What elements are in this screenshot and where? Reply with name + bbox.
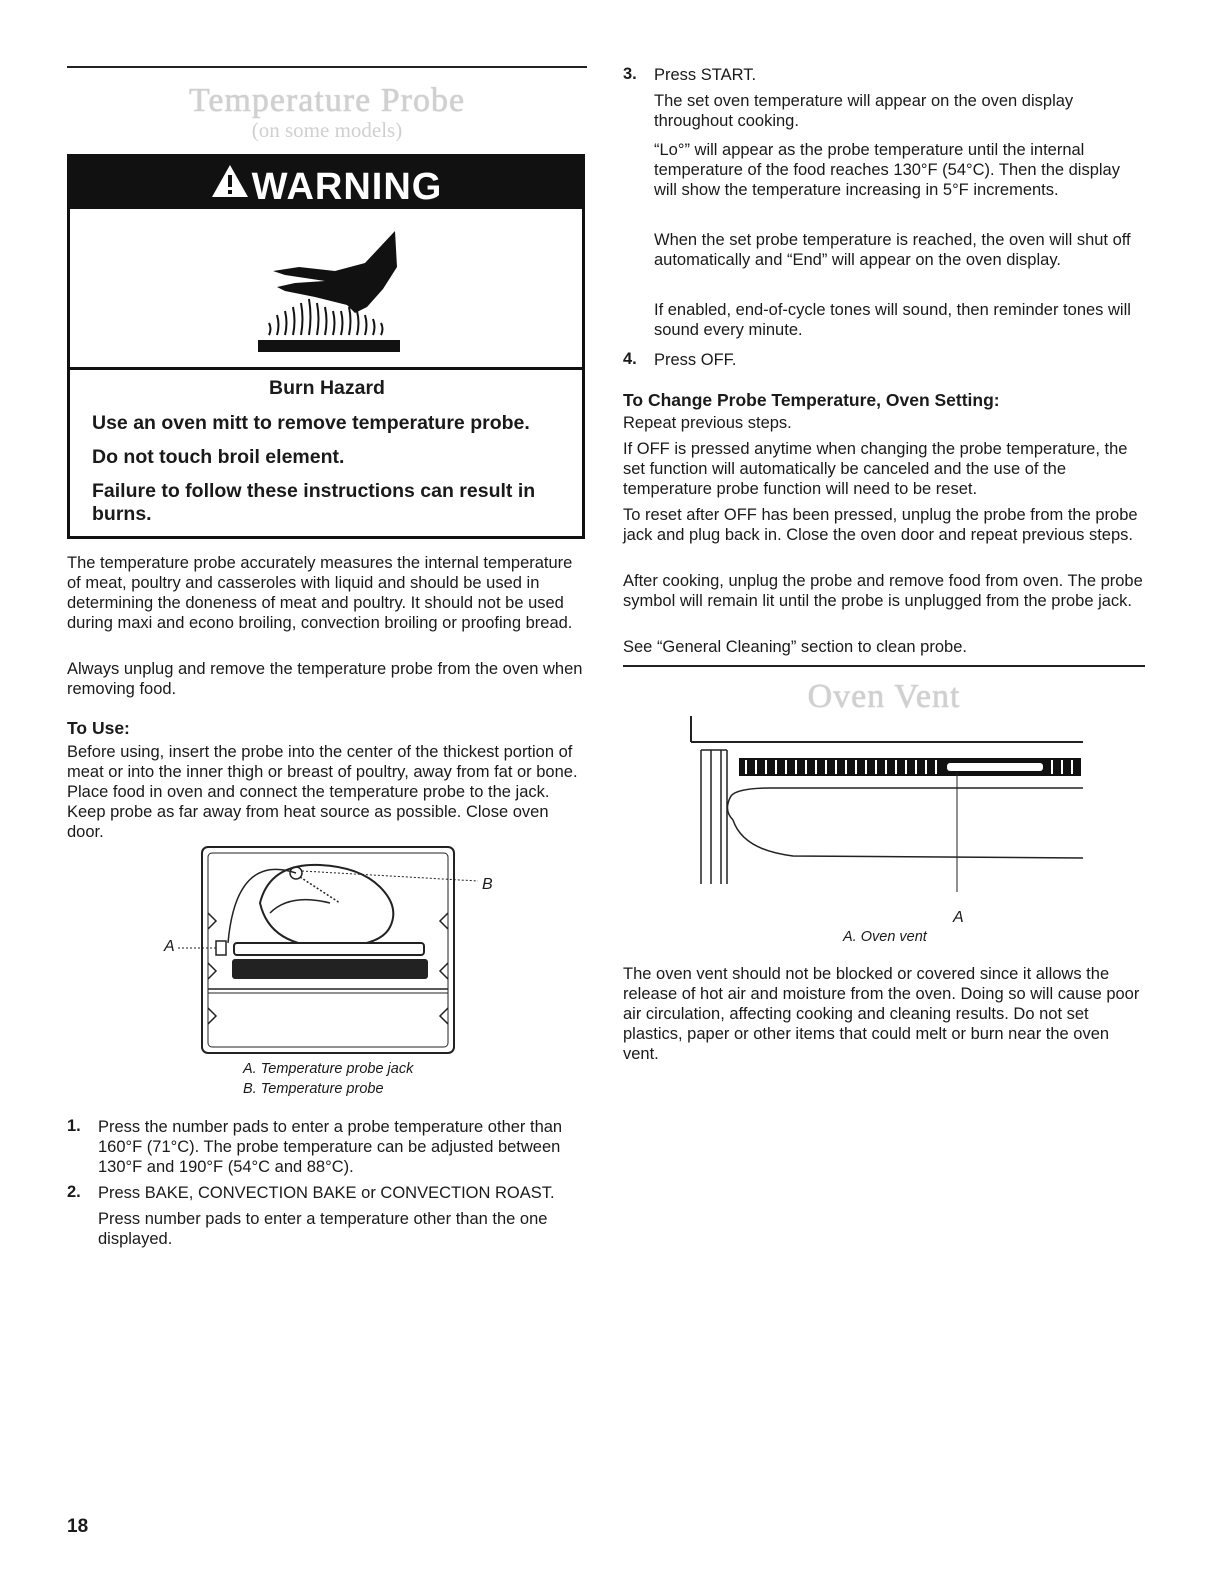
broil-element-bar	[258, 340, 400, 352]
warning-box	[67, 154, 585, 539]
step-1-text: Press the number pads to enter a probe temperature other than 160°F (71°C). The probe temperature can be adjusted between 130°F and 190°F (54°C and 88°C).	[98, 1118, 563, 1176]
hot-hand-icon	[255, 227, 415, 347]
change-para-2: If OFF is pressed anytime when changing the probe temperature, the set function will automatically be canceled and the use of the temperature probe function will need to be reset.	[623, 440, 1128, 498]
step-2-text: Press BAKE, CONVECTION BAKE or CONVECTION ROAST.	[98, 1184, 555, 1202]
step-4-text: Press OFF.	[654, 351, 737, 369]
section-rule-oven-vent	[623, 665, 1145, 667]
warning-heading: WARNING	[251, 165, 443, 208]
vent-figure-caption: A. Oven vent	[843, 929, 927, 945]
step-3-number: 3.	[623, 65, 637, 83]
warning-line-2: Do not touch broil element.	[92, 446, 345, 468]
figure-label-b: B	[482, 876, 493, 893]
section-title-temperature-probe: Temperature Probe	[188, 82, 466, 119]
figure-label-a: A	[164, 938, 175, 955]
step-3-para-3: When the set probe temperature is reached, the oven will shut off automatically and “End” will appear on the oven display.	[654, 231, 1131, 269]
figure-caption-b: B. Temperature probe	[243, 1081, 384, 1097]
change-para-4: After cooking, unplug the probe and remove food from oven. The probe symbol will remain lit until the probe is unplugged from the probe jack.	[623, 572, 1143, 610]
step-3-para-4: If enabled, end-of-cycle tones will sound, then reminder tones will sound every minute.	[654, 301, 1131, 339]
step-4-number: 4.	[623, 350, 637, 368]
vent-figure-label-a: A	[953, 909, 964, 926]
change-para-1: Repeat previous steps.	[623, 414, 792, 432]
figure-caption-a: A. Temperature probe jack	[243, 1061, 414, 1077]
intro-paragraph-1: The temperature probe accurately measures the internal temperature of meat, poultry and casseroles with liquid and should be used in determining the doneness of meat and poultry. It should not be used during maxi and econo broiling, convection broiling or proofing bread.	[67, 554, 573, 632]
warning-divider	[70, 367, 582, 370]
change-probe-heading: To Change Probe Temperature, Oven Setting:	[623, 390, 1000, 410]
section-subtitle: (on some models)	[251, 118, 403, 142]
oven-vent-figure	[685, 712, 1085, 892]
to-use-text: Before using, insert the probe into the center of the thickest portion of meat or into the inner thigh or breast of poultry, away from fat or bone. Place food in oven and connect the temperature probe to the jack. Keep probe as far away from heat source as possible. Close oven door.	[67, 743, 578, 841]
step-3-text: Press START.	[654, 66, 757, 84]
step-2-number: 2.	[67, 1183, 81, 1201]
step-3-para-2: “Lo°” will appear as the probe temperature until the internal temperature of the food reaches 130°F (54°C). Then the display will show the temperature increasing in 5°F increments.	[654, 141, 1120, 199]
warning-line-1: Use an oven mitt to remove temperature probe.	[92, 412, 530, 434]
change-para-5: See “General Cleaning” section to clean probe.	[623, 638, 967, 656]
warning-hazard-title: Burn Hazard	[269, 377, 385, 399]
warning-line-3: Failure to follow these instructions can result in burns.	[92, 480, 536, 525]
intro-paragraph-2: Always unplug and remove the temperature probe from the oven when removing food.	[67, 660, 583, 698]
step-3-para-1: The set oven temperature will appear on the oven display throughout cooking.	[654, 92, 1074, 130]
page-number: 18	[67, 1516, 89, 1537]
to-use-heading: To Use:	[67, 718, 130, 738]
warning-triangle-icon	[210, 159, 250, 215]
oven-probe-figure	[160, 843, 500, 1058]
change-para-3: To reset after OFF has been pressed, unplug the probe from the probe jack and plug back in. Close the oven door and repeat previous steps.	[623, 506, 1138, 544]
step-1-number: 1.	[67, 1117, 81, 1135]
section-rule-top-left	[67, 66, 587, 68]
section-title-oven-vent: Oven Vent	[807, 678, 961, 715]
warning-header	[70, 157, 582, 209]
step-2-subtext: Press number pads to enter a temperature other than the one displayed.	[98, 1210, 548, 1248]
vent-paragraph: The oven vent should not be blocked or covered since it allows the release of hot air and moisture from the oven. Doing so will cause poor air circulation, affecting cooking and cleaning results. Do not set plastics, paper or other items that could melt or burn near the oven vent.	[623, 965, 1140, 1063]
